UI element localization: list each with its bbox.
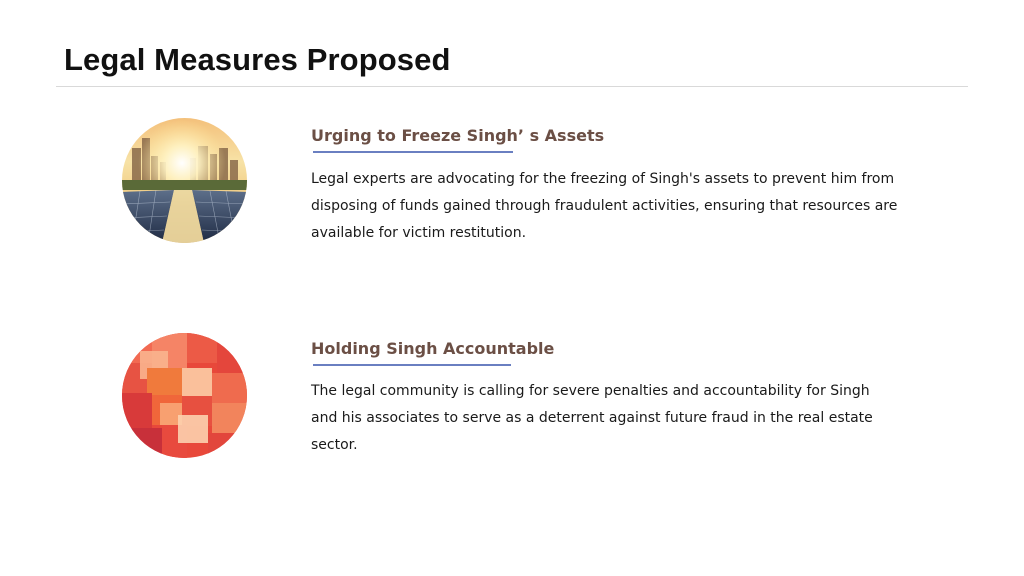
city-solar-image: [122, 118, 247, 243]
heading-underline: [313, 364, 511, 366]
orange-mosaic-graphic: [122, 333, 247, 458]
section-heading: Holding Singh Accountable: [311, 339, 555, 358]
section-heading: Urging to Freeze Singh’ s Assets: [311, 126, 605, 145]
mosaic-image: [122, 333, 247, 458]
section-body: Legal experts are advocating for the freezing of Singh's assets to prevent him from disposing of funds gained through fraudulent activities, ensuring that resources are available for victim restitution.: [311, 171, 898, 241]
heading-underline: [313, 151, 513, 153]
city-solar-photo: [122, 118, 247, 243]
slide-title: Legal Measures Proposed: [64, 42, 451, 77]
section-body: The legal community is calling for severe penalties and accountability for Singh and his associates to serve as a deterrent against future fraud in the real estate sector.: [311, 383, 873, 453]
title-divider: [56, 86, 968, 87]
